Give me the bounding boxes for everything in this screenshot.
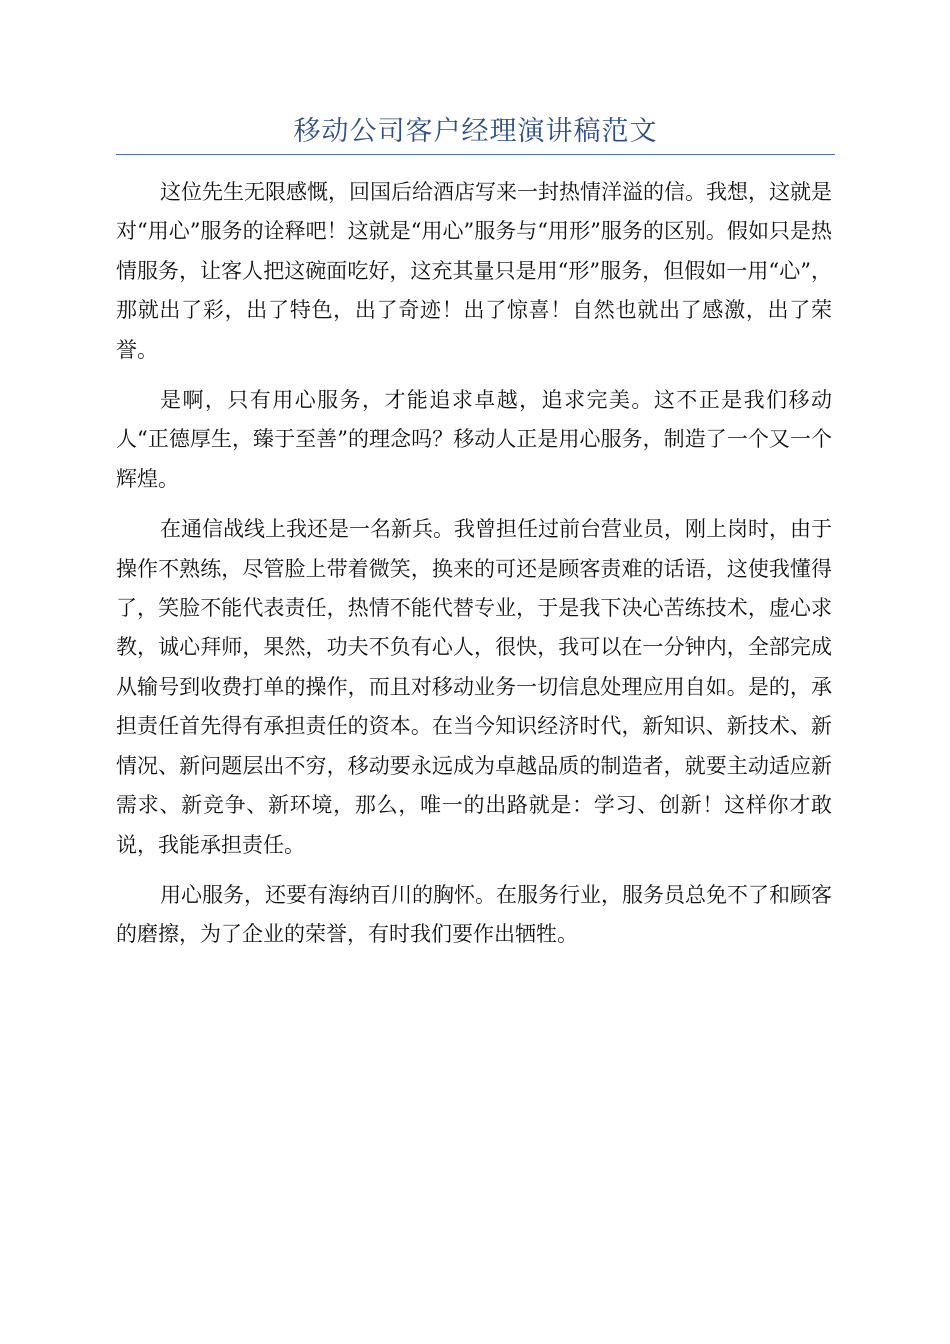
paragraph: 是啊，只有用心服务，才能追求卓越，追求完美。这不正是我们移动人“正德厚生，臻于至善”的理念吗？移动人正是用心服务，制造了一个又一个辉煌。 (116, 388, 832, 491)
paragraph: 用心服务，还要有海纳百川的胸怀。在服务行业，服务员总免不了和顾客的磨擦，为了企业的荣誉，有时我们要作出牺牲。 (116, 882, 832, 947)
paragraph: 这位先生无限感慨，回国后给酒店写来一封热情洋溢的信。我想，这就是对“用心”服务的诠释吧！这就是“用心”服务与“用形”服务的区别。假如只是热情服务，让客人把这碗面吃好，这充其量只是用“形”服务，但假如一用“心”，那就出了彩，出了特色，出了奇迹！出了惊喜！自然也就出了感激，出了荣誉。 (116, 180, 832, 362)
document-title: 移动公司客户经理演讲稿范文 (293, 116, 658, 147)
title-underline (116, 154, 835, 155)
paragraph: 在通信战线上我还是一名新兵。我曾担任过前台营业员，刚上岗时，由于操作不熟练，尽管脸上带着微笑，换来的可还是顾客责难的话语，这使我懂得了，笑脸不能代表责任，热情不能代替专业，于是我下决心苦练技术，虚心求教，诚心拜师，果然，功夫不负有心人，很快，我可以在一分钟内，全部完成从输号到收费打单的操作，而且对移动业务一切信息处理应用自如。是的，承担责任首先得有承担责任的资本。在当今知识经济时代，新知识、新技术、新情况、新问题层出不穷，移动要永远成为卓越品质的制造者，就要主动适应新需求、新竞争、新环境，那么，唯一的出路就是：学习、创新！这样你才敢说，我能承担责任。 (116, 517, 832, 857)
document-body (116, 173, 832, 966)
